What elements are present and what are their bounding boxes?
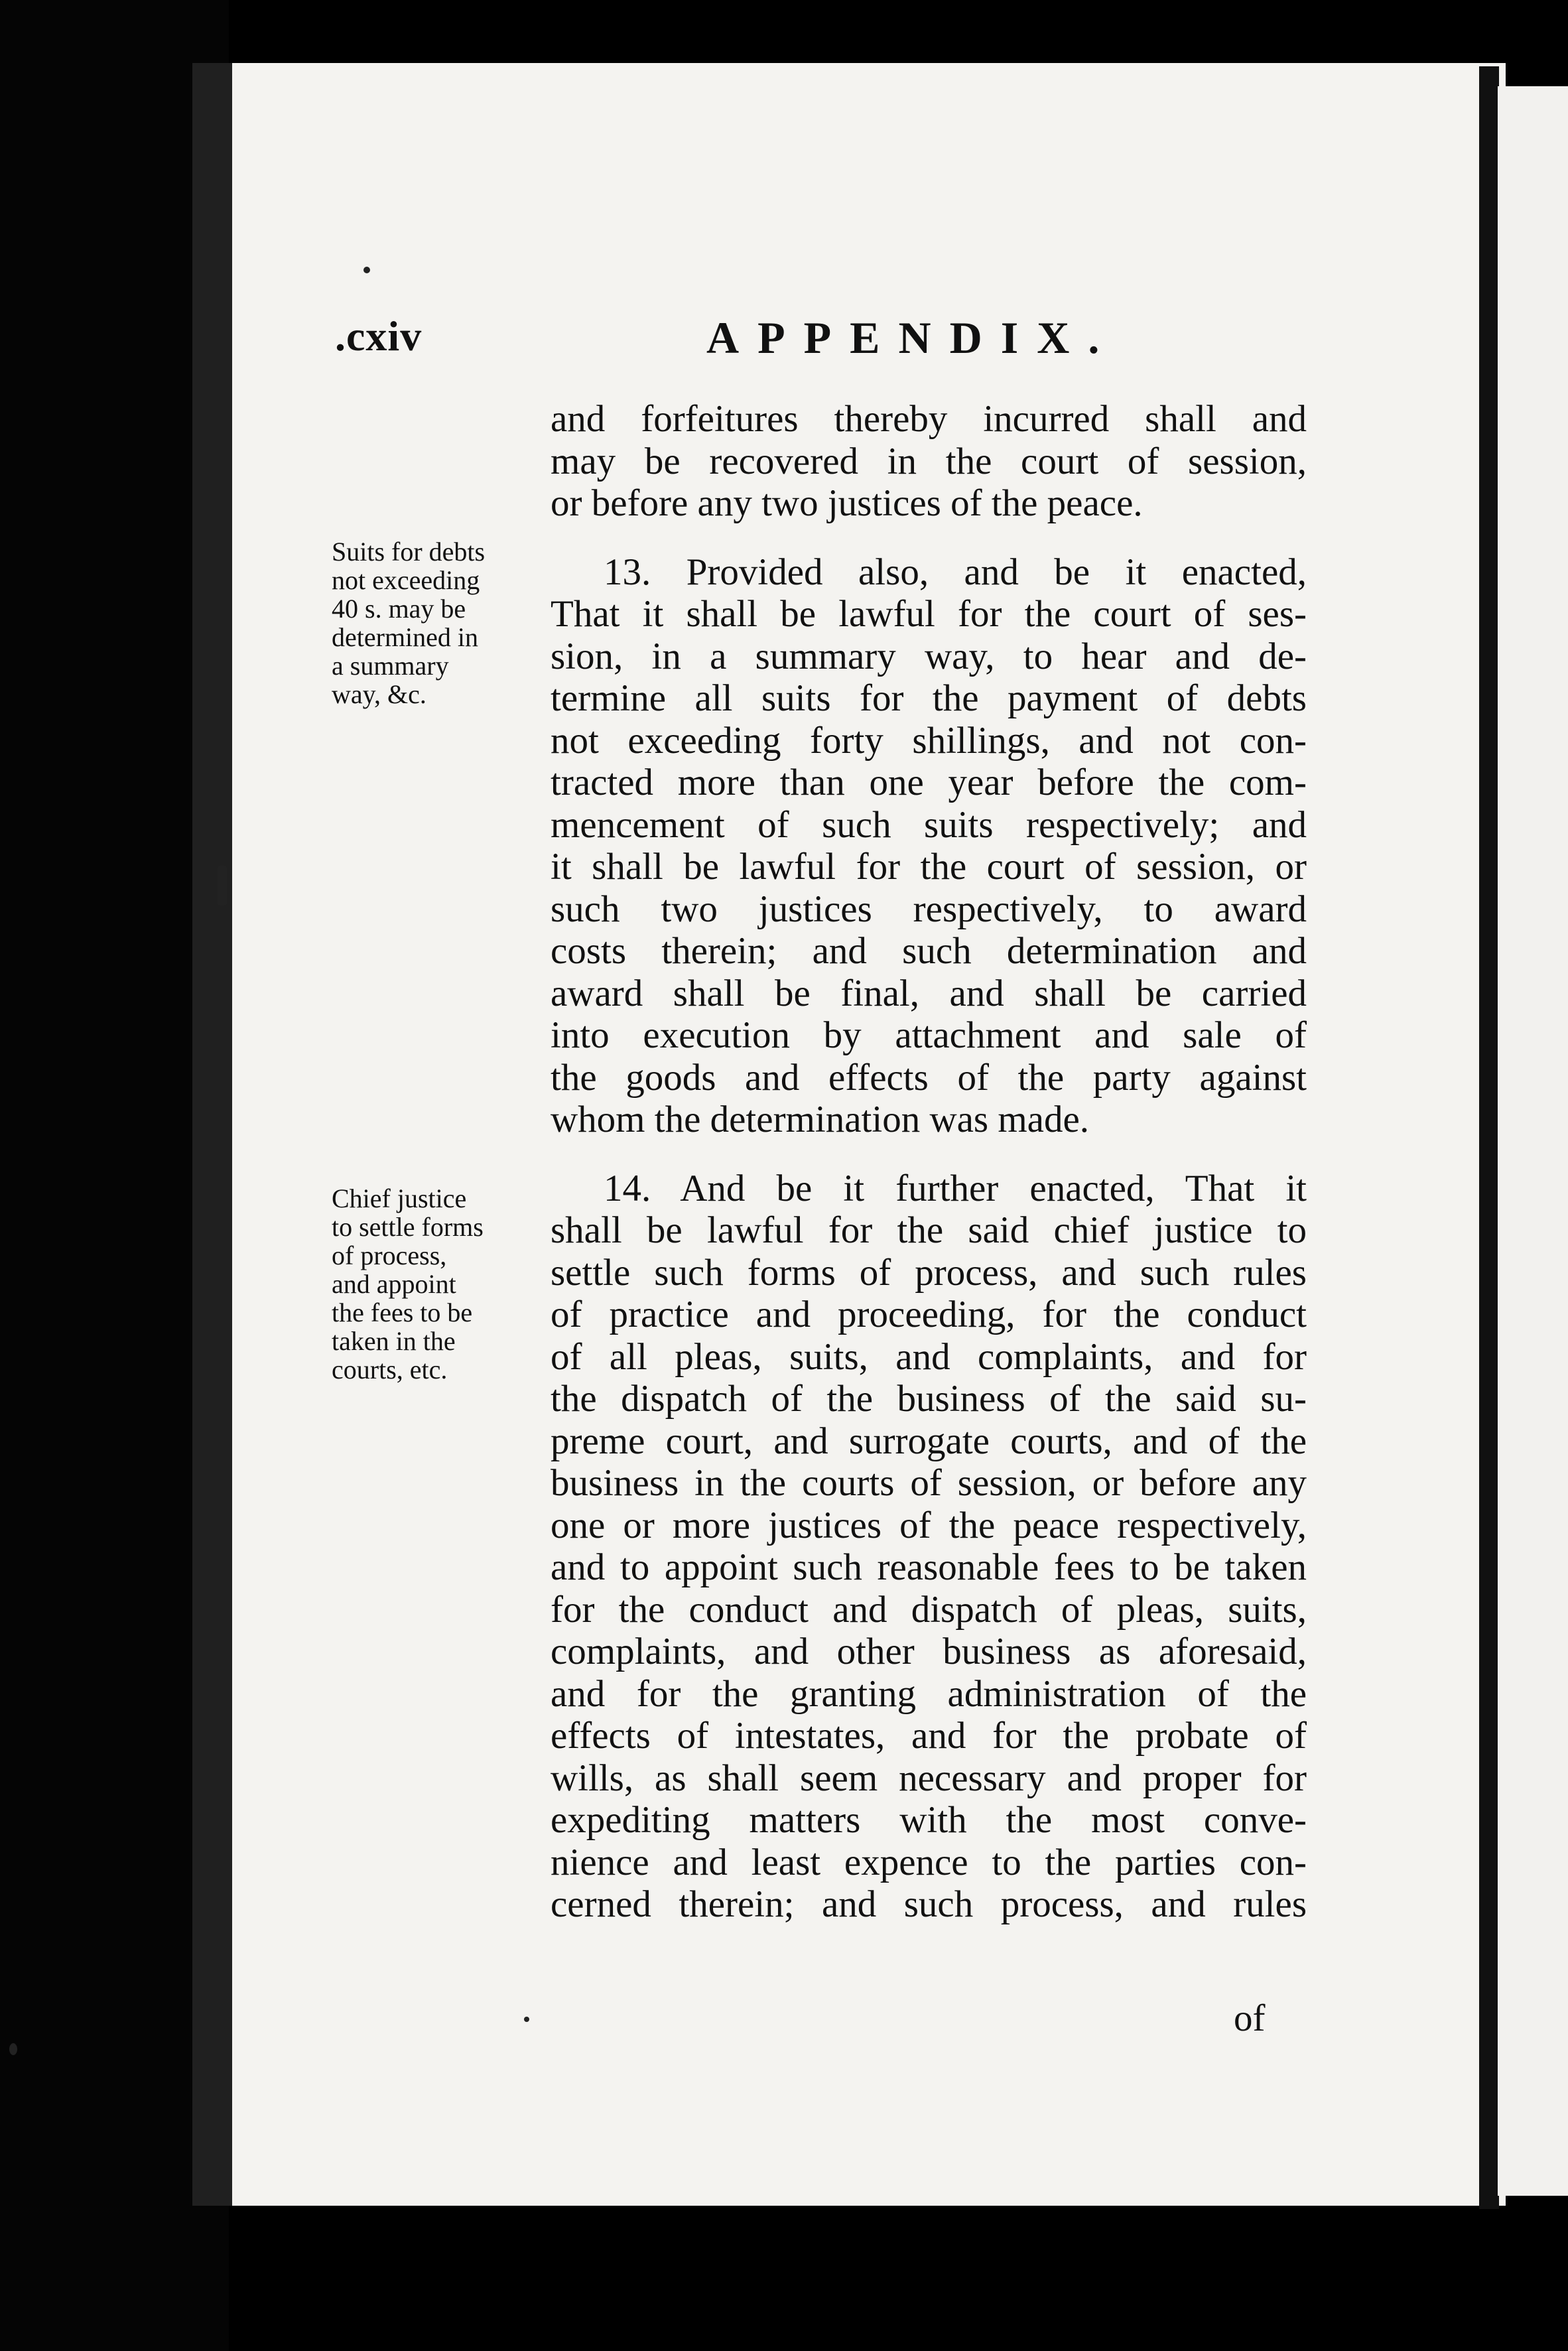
marginal-line: and appoint [332, 1269, 456, 1299]
page-number: .cxiv [335, 312, 423, 360]
text-line: expediting matters with the most conve- [551, 1799, 1307, 1841]
text-line: preme court, and surrogate courts, and of the [551, 1420, 1307, 1462]
facing-page-edge [1498, 86, 1568, 2196]
marginal-line: not exceeding [332, 565, 480, 595]
text-line: and forfeitures thereby incurred shall and [551, 398, 1307, 440]
text-line: and to appoint such reasonable fees to be taken [551, 1546, 1307, 1588]
marginal-line: determined in [332, 622, 479, 652]
text-line: or before any two justices of the peace. [551, 482, 1143, 524]
page-gutter [1479, 66, 1499, 2209]
marginal-line: Suits for debts [332, 537, 486, 567]
text-line: for the conduct and dispatch of pleas, suits, [551, 1588, 1307, 1631]
text-line: award shall be final, and shall be carried [551, 972, 1307, 1014]
text-line: nience and least expence to the parties con- [551, 1841, 1307, 1883]
text-line: effects of intestates, and for the probate of [551, 1715, 1307, 1757]
text-line: not exceeding forty shillings, and not con- [551, 719, 1307, 762]
text-line: cerned therein; and such process, and rules [551, 1883, 1307, 1925]
text-line: one or more justices of the peace respectively, [551, 1504, 1307, 1546]
paragraph-13 [551, 551, 1307, 1141]
marginal-line: taken in the [332, 1326, 456, 1356]
text-line: and for the granting administration of the [551, 1672, 1307, 1715]
binding-mark [218, 866, 227, 906]
text-line: costs therein; and such determination and [551, 930, 1307, 972]
paragraph-14 [551, 1168, 1307, 1926]
text-line: shall be lawful for the said chief justice to [551, 1209, 1307, 1251]
ink-speck [9, 2043, 17, 2055]
text-line: settle such forms of process, and such rules [551, 1251, 1307, 1294]
text-line: tracted more than one year before the com- [551, 762, 1307, 803]
main-text [551, 398, 1307, 1926]
running-title: APPENDIX. [706, 312, 1118, 363]
text-line: sion, in a summary way, to hear and de- [551, 635, 1307, 677]
text-line: 14. And be it further enacted, That it [604, 1167, 1307, 1209]
text-line: termine all suits for the payment of debts [551, 677, 1307, 719]
text-line: wills, as shall seem necessary and proper for [551, 1757, 1307, 1799]
text-line: 13. Provided also, and be it enacted, [604, 551, 1307, 593]
text-line: of practice and proceeding, for the conduct [551, 1294, 1307, 1335]
marginal-note-suits [332, 537, 544, 708]
running-head [335, 312, 1496, 371]
paragraph-continuation [551, 398, 1307, 525]
marginal-line: 40 s. may be [332, 594, 466, 624]
marginal-line: a summary [332, 651, 449, 681]
marginal-line: courts, etc. [332, 1355, 448, 1384]
marginal-line: the fees to be [332, 1298, 473, 1327]
text-line: it shall be lawful for the court of session, or [551, 846, 1307, 888]
text-line: such two justices respectively, to award [551, 888, 1307, 930]
ink-speck [524, 2017, 529, 2022]
catchword: of [1234, 1997, 1266, 2039]
ink-speck [363, 267, 370, 273]
text-line: complaints, and other business as aforesaid, [551, 1631, 1307, 1672]
marginal-line: of process, [332, 1241, 447, 1270]
text-line: may be recovered in the court of session, [551, 440, 1307, 482]
marginal-line: to settle forms [332, 1212, 484, 1242]
marginal-note-chief-justice [332, 1184, 544, 1384]
text-line: the dispatch of the business of the said su- [551, 1378, 1307, 1420]
text-line: the goods and effects of the party against [551, 1056, 1307, 1099]
text-line: whom the determination was made. [551, 1099, 1090, 1140]
text-line: business in the courts of session, or before any [551, 1462, 1307, 1504]
marginal-line: way, &c. [332, 679, 426, 709]
marginal-line: Chief justice [332, 1183, 467, 1213]
text-line: mencement of such suits respectively; and [551, 803, 1307, 846]
text-line: That it shall be lawful for the court of ses- [551, 593, 1307, 635]
text-line: of all pleas, suits, and complaints, and for [551, 1335, 1307, 1378]
text-line: into execution by attachment and sale of [551, 1014, 1307, 1056]
